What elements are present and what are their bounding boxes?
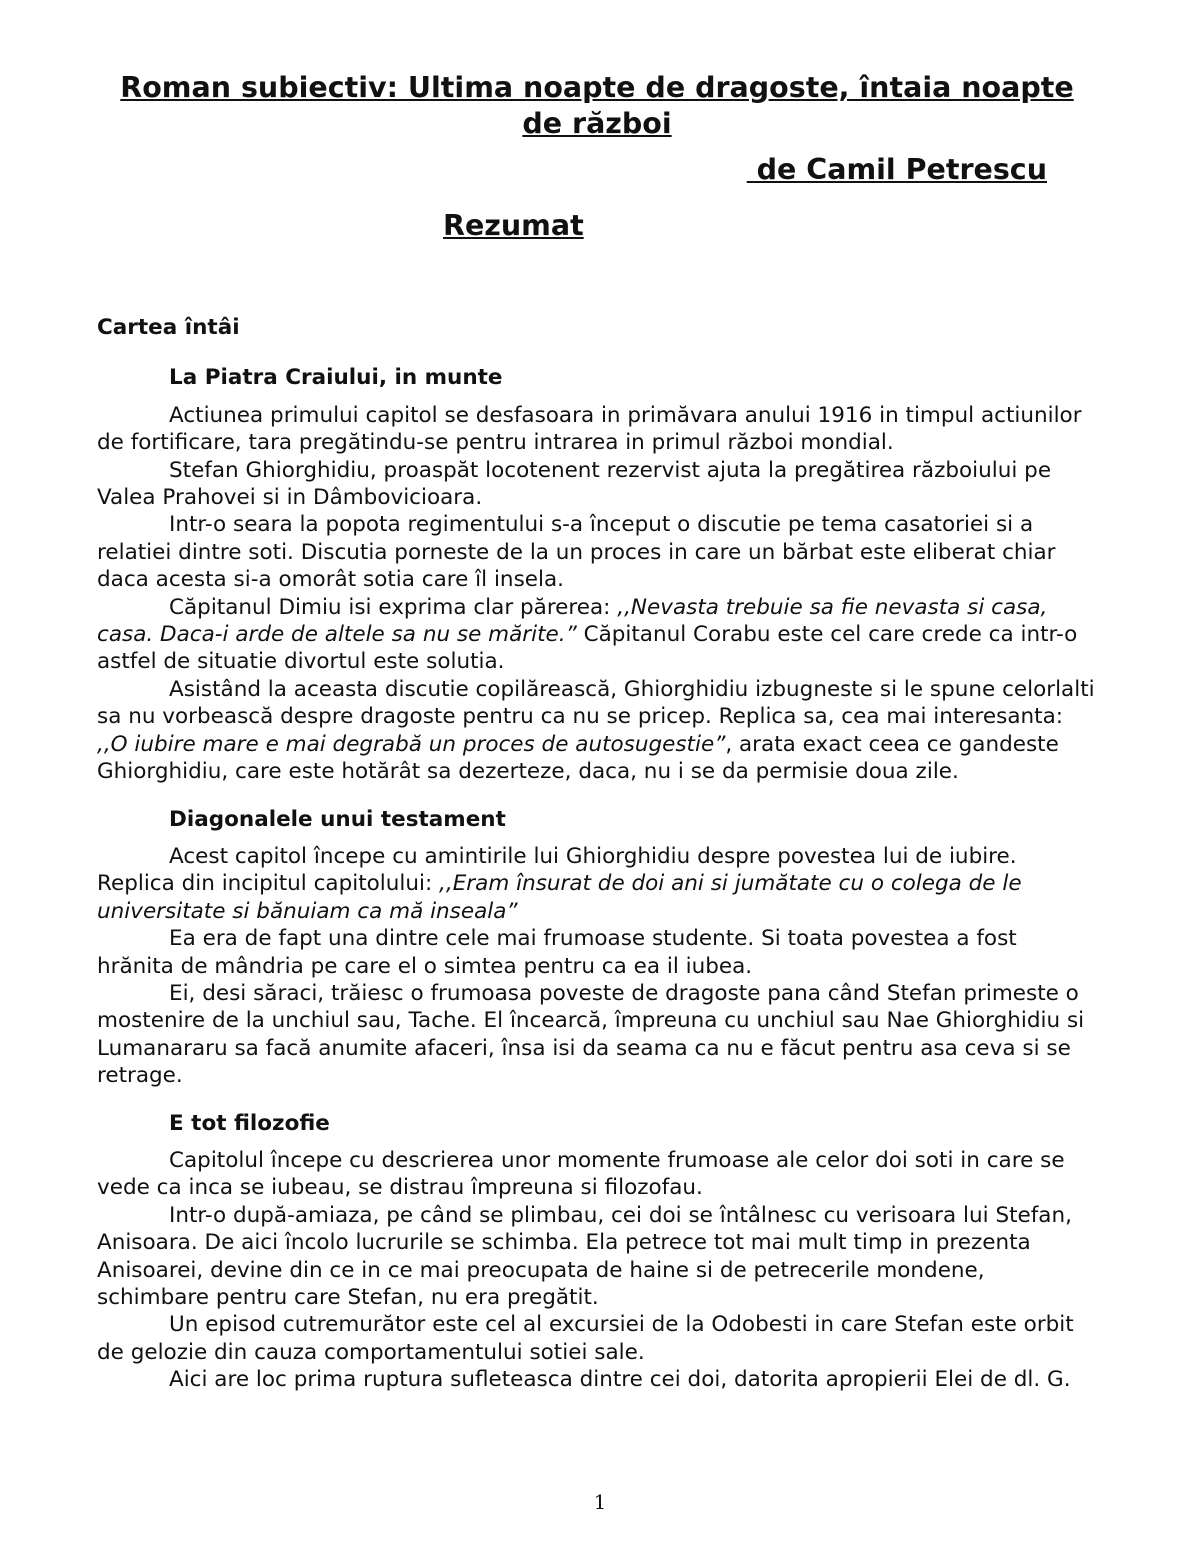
chapter-heading: E tot filozofie <box>169 1110 330 1136</box>
paragraph-text: Căpitanul Corabu este cel care crede ca intr-o astfel de situatie divortul este solutia. <box>97 622 1078 675</box>
quote: ,,Eram însurat de doi ani si jumătate cu o colega de le universitate si bănuiam ca mă inseala” <box>97 871 1022 924</box>
paragraph <box>97 676 1097 786</box>
page-number: 1 <box>593 1490 607 1514</box>
chapter-heading: Diagonalele unui testament <box>169 806 506 832</box>
quote: ,,O iubire mare e mai degrabă un proces de autosugestie” <box>97 731 726 757</box>
part-heading: Cartea întâi <box>97 315 240 340</box>
paragraph: Capitolul începe cu descrierea unor momente frumoase ale celor doi soti in care se vede ca inca se iubeau, se distrau împreuna si filozofau. <box>97 1147 1065 1201</box>
paragraph: Stefan Ghiorghidiu, proaspăt locotenent rezervist ajuta la pregătirea războiului pe Valea Prahovei si in Dâmbovicioara. <box>97 457 1052 511</box>
document-subtitle: Rezumat <box>443 209 584 242</box>
paragraph: Ei, desi săraci, trăiesc o frumoasa poveste de dragoste pana când Stefan primeste o mostenire de la unchiul sau, Tache. El încearcă, împreuna cu unchiul sau Nae Ghiorghidiu si Lumanararu sa facă anumite afaceri, însa isi da seama ca nu e făcut pentru asa ceva si se retrage. <box>97 980 1085 1089</box>
document-author: de Camil Petrescu <box>746 153 1047 186</box>
document-title: Roman subiectiv: Ultima noapte de dragoste, întaia noapte de război <box>120 71 1074 140</box>
paragraph <box>97 843 1097 925</box>
paragraph <box>97 594 1097 676</box>
paragraph: Actiunea primului capitol se desfasoara in primăvara anului 1916 in timpul actiunilor de fortificare, tara pregătindu-se pentru intrarea in primul război mondial. <box>97 402 1082 456</box>
paragraph: Ea era de fapt una dintre cele mai frumoase studente. Si toata povestea a fost hrănita de mândria pe care el o simtea pentru ca ea il iubea. <box>97 926 1017 979</box>
paragraph: Aici are loc prima ruptura sufleteasca dintre cei doi, datorita apropierii Elei de dl. G. <box>169 1367 1071 1393</box>
chapter-heading: La Piatra Craiului, in munte <box>169 365 503 391</box>
paragraph-text: , arata exact ceea ce gandeste Ghiorghidiu, care este hotărât sa dezerteze, daca, nu i se da permisie doua zile. <box>97 731 1059 785</box>
paragraph: Intr-o după-amiaza, pe când se plimbau, cei doi se întâlnesc cu verisoara lui Stefan, Anisoara. De aici încolo lucrurile se schimba. Ela petrece tot mai mult timp in prezenta Anisoarei, devine din ce in ce mai preocupata de haine si de petrecerile mondene, schimbare pentru care Stefan, nu era pregătit. <box>97 1202 1072 1310</box>
paragraph: Intr-o seara la popota regimentului s-a început o discutie pe tema casatoriei si a relatiei dintre soti. Discutia porneste de la un proces in care un bărbat este eliberat chiar daca acesta si-a omorât sotia care îl insela. <box>97 512 1056 593</box>
quote: ,,Nevasta trebuie sa fie nevasta si casa, casa. Daca-i arde de altele sa nu se mărite.” <box>97 594 1048 648</box>
paragraph-text: Asistând la aceasta discutie copilărească, Ghiorghidiu izbugneste si le spune celorlalti sa nu vorbească despre dragoste pentru ca nu se pricep. Replica sa, cea mai interesanta: <box>97 676 1095 730</box>
paragraph-text: Acest capitol începe cu amintirile lui Ghiorghidiu despre povestea lui de iubire. Replica din incipitul capitolului: <box>97 843 1017 897</box>
paragraph: Un episod cutremurător este cel al excursiei de la Odobesti in care Stefan este orbit de gelozie din cauza comportamentului sotiei sale. <box>97 1312 1074 1365</box>
paragraph-text: Căpitanul Dimiu isi exprima clar părerea: <box>169 594 618 620</box>
document-page <box>97 70 1097 1394</box>
